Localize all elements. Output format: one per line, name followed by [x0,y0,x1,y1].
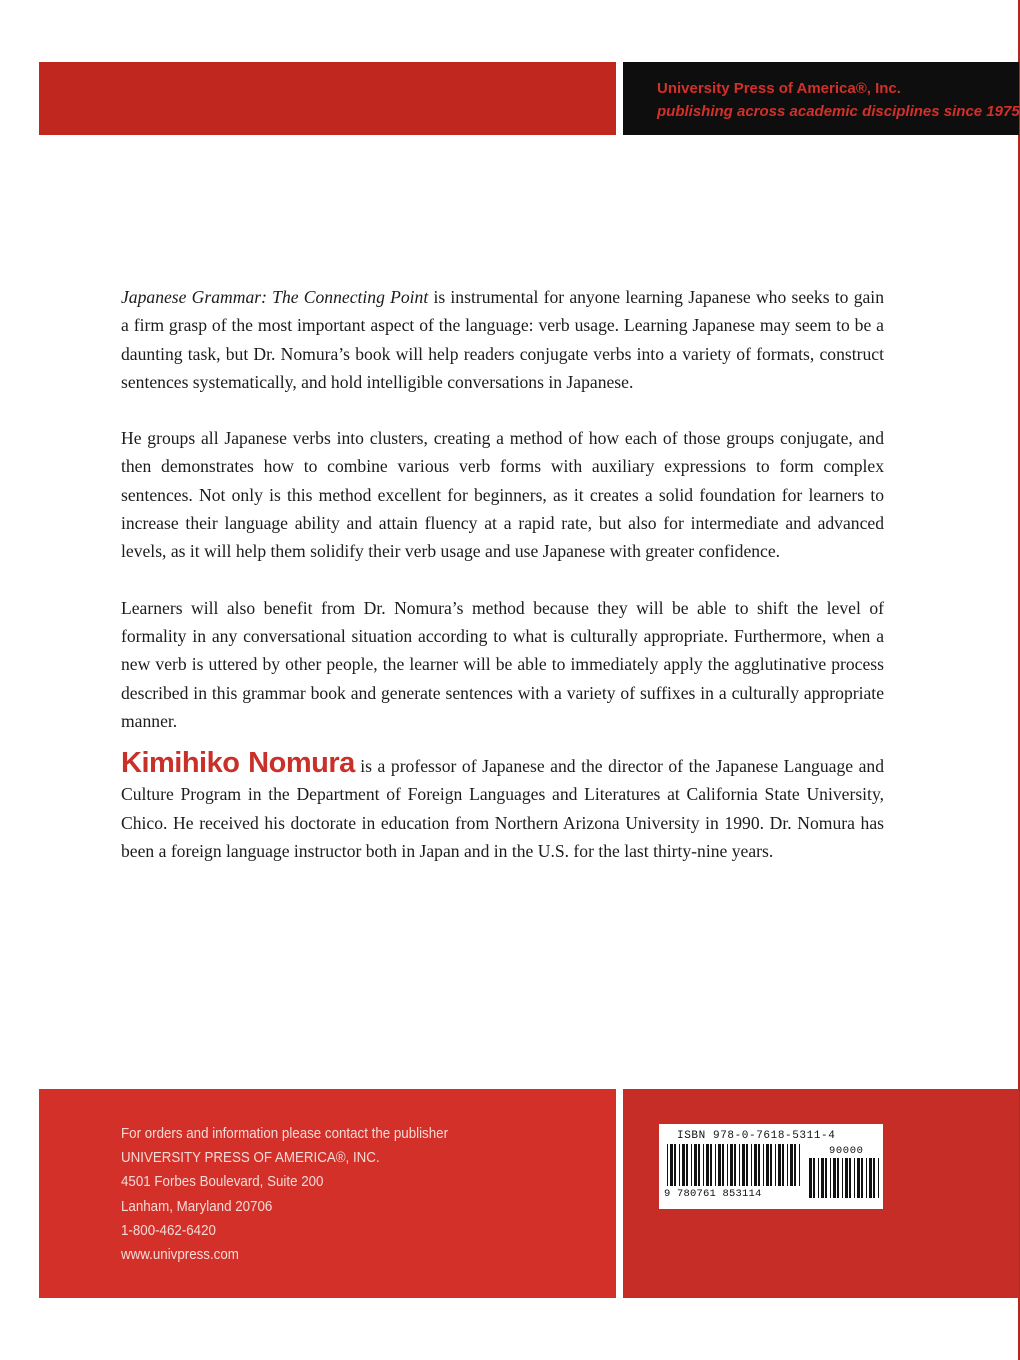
book-description [121,283,884,893]
ean-digits-label: 9 780761 853114 [664,1188,762,1200]
publisher-contact [121,1122,448,1267]
author-bio-text: is a professor of Japanese and the director of the Japanese Language and Culture Program in the Department of Foreign Languages and Literatures at California State University, Chico. He received his doctorate in education from Northern Arizona University in 1990. Dr. Nomura has been a foreign language instructor both in Japan and in the U.S. for the last thirty-nine years. [121,756,884,862]
publisher-banner [623,62,1019,135]
description-paragraph-2: He groups all Japanese verbs into clusters, creating a method of how each of those groups conjugate, and then demonstrates how to combine various verb forms with auxiliary expressions to form complex sentences. Not only is this method excellent for beginners, as it creates a solid foundation for learners to increase their language ability and attain fluency at a rapid rate, but also for intermediate and advanced levels, as it will help them solidify their verb usage and use Japanese with greater confidence. [121,428,884,562]
top-red-band [39,62,616,135]
contact-website: www.univpress.com [121,1247,239,1264]
publisher-block [657,77,1020,123]
book-title: Japanese Grammar: The Connecting Point [121,287,429,307]
price-code-label: 90000 [829,1145,864,1157]
contact-phone: 1-800-462-6420 [121,1222,216,1239]
description-paragraph-1 [121,283,884,396]
description-paragraph-3: Learners will also benefit from Dr. Nomura’s method because they will be able to shift the level of formality in any conversational situation according to what is culturally appropriate. Furthermore, when a new verb is uttered by other people, the learner will be able to immediately apply the agglutinative process described in this grammar book and generate sentences with a variety of suffixes in a culturally appropriate manner. [121,597,884,731]
contact-city: Lanham, Maryland 20706 [121,1198,273,1215]
author-bio [121,749,884,865]
publisher-tagline: publishing across academic disciplines since 1975 [657,103,1020,120]
publisher-name: University Press of America®, Inc. [657,80,901,97]
isbn-barcode [659,1124,883,1209]
author-name: Kimihiko Nomura [121,747,355,780]
isbn-label: ISBN 978-0-7618-5311-4 [677,1130,836,1142]
contact-panel [39,1089,616,1298]
contact-publisher: UNIVERSITY PRESS OF AMERICA®, INC. [121,1150,380,1167]
contact-street: 4501 Forbes Boulevard, Suite 200 [121,1174,324,1191]
contact-intro: For orders and information please contact the publisher [121,1126,449,1142]
barcode-panel [623,1089,1019,1298]
description-paragraph-1-text: is instrumental for anyone learning Japanese who seeks to gain a firm grasp of the most important aspect of the language: verb usage. Learning Japanese may seem to be a daunting task, but Dr. Nomura’s book will help readers conjugate verbs into a variety of formats, construct sentences systematically, and hold intelligible conversations in Japanese. [121,287,884,392]
